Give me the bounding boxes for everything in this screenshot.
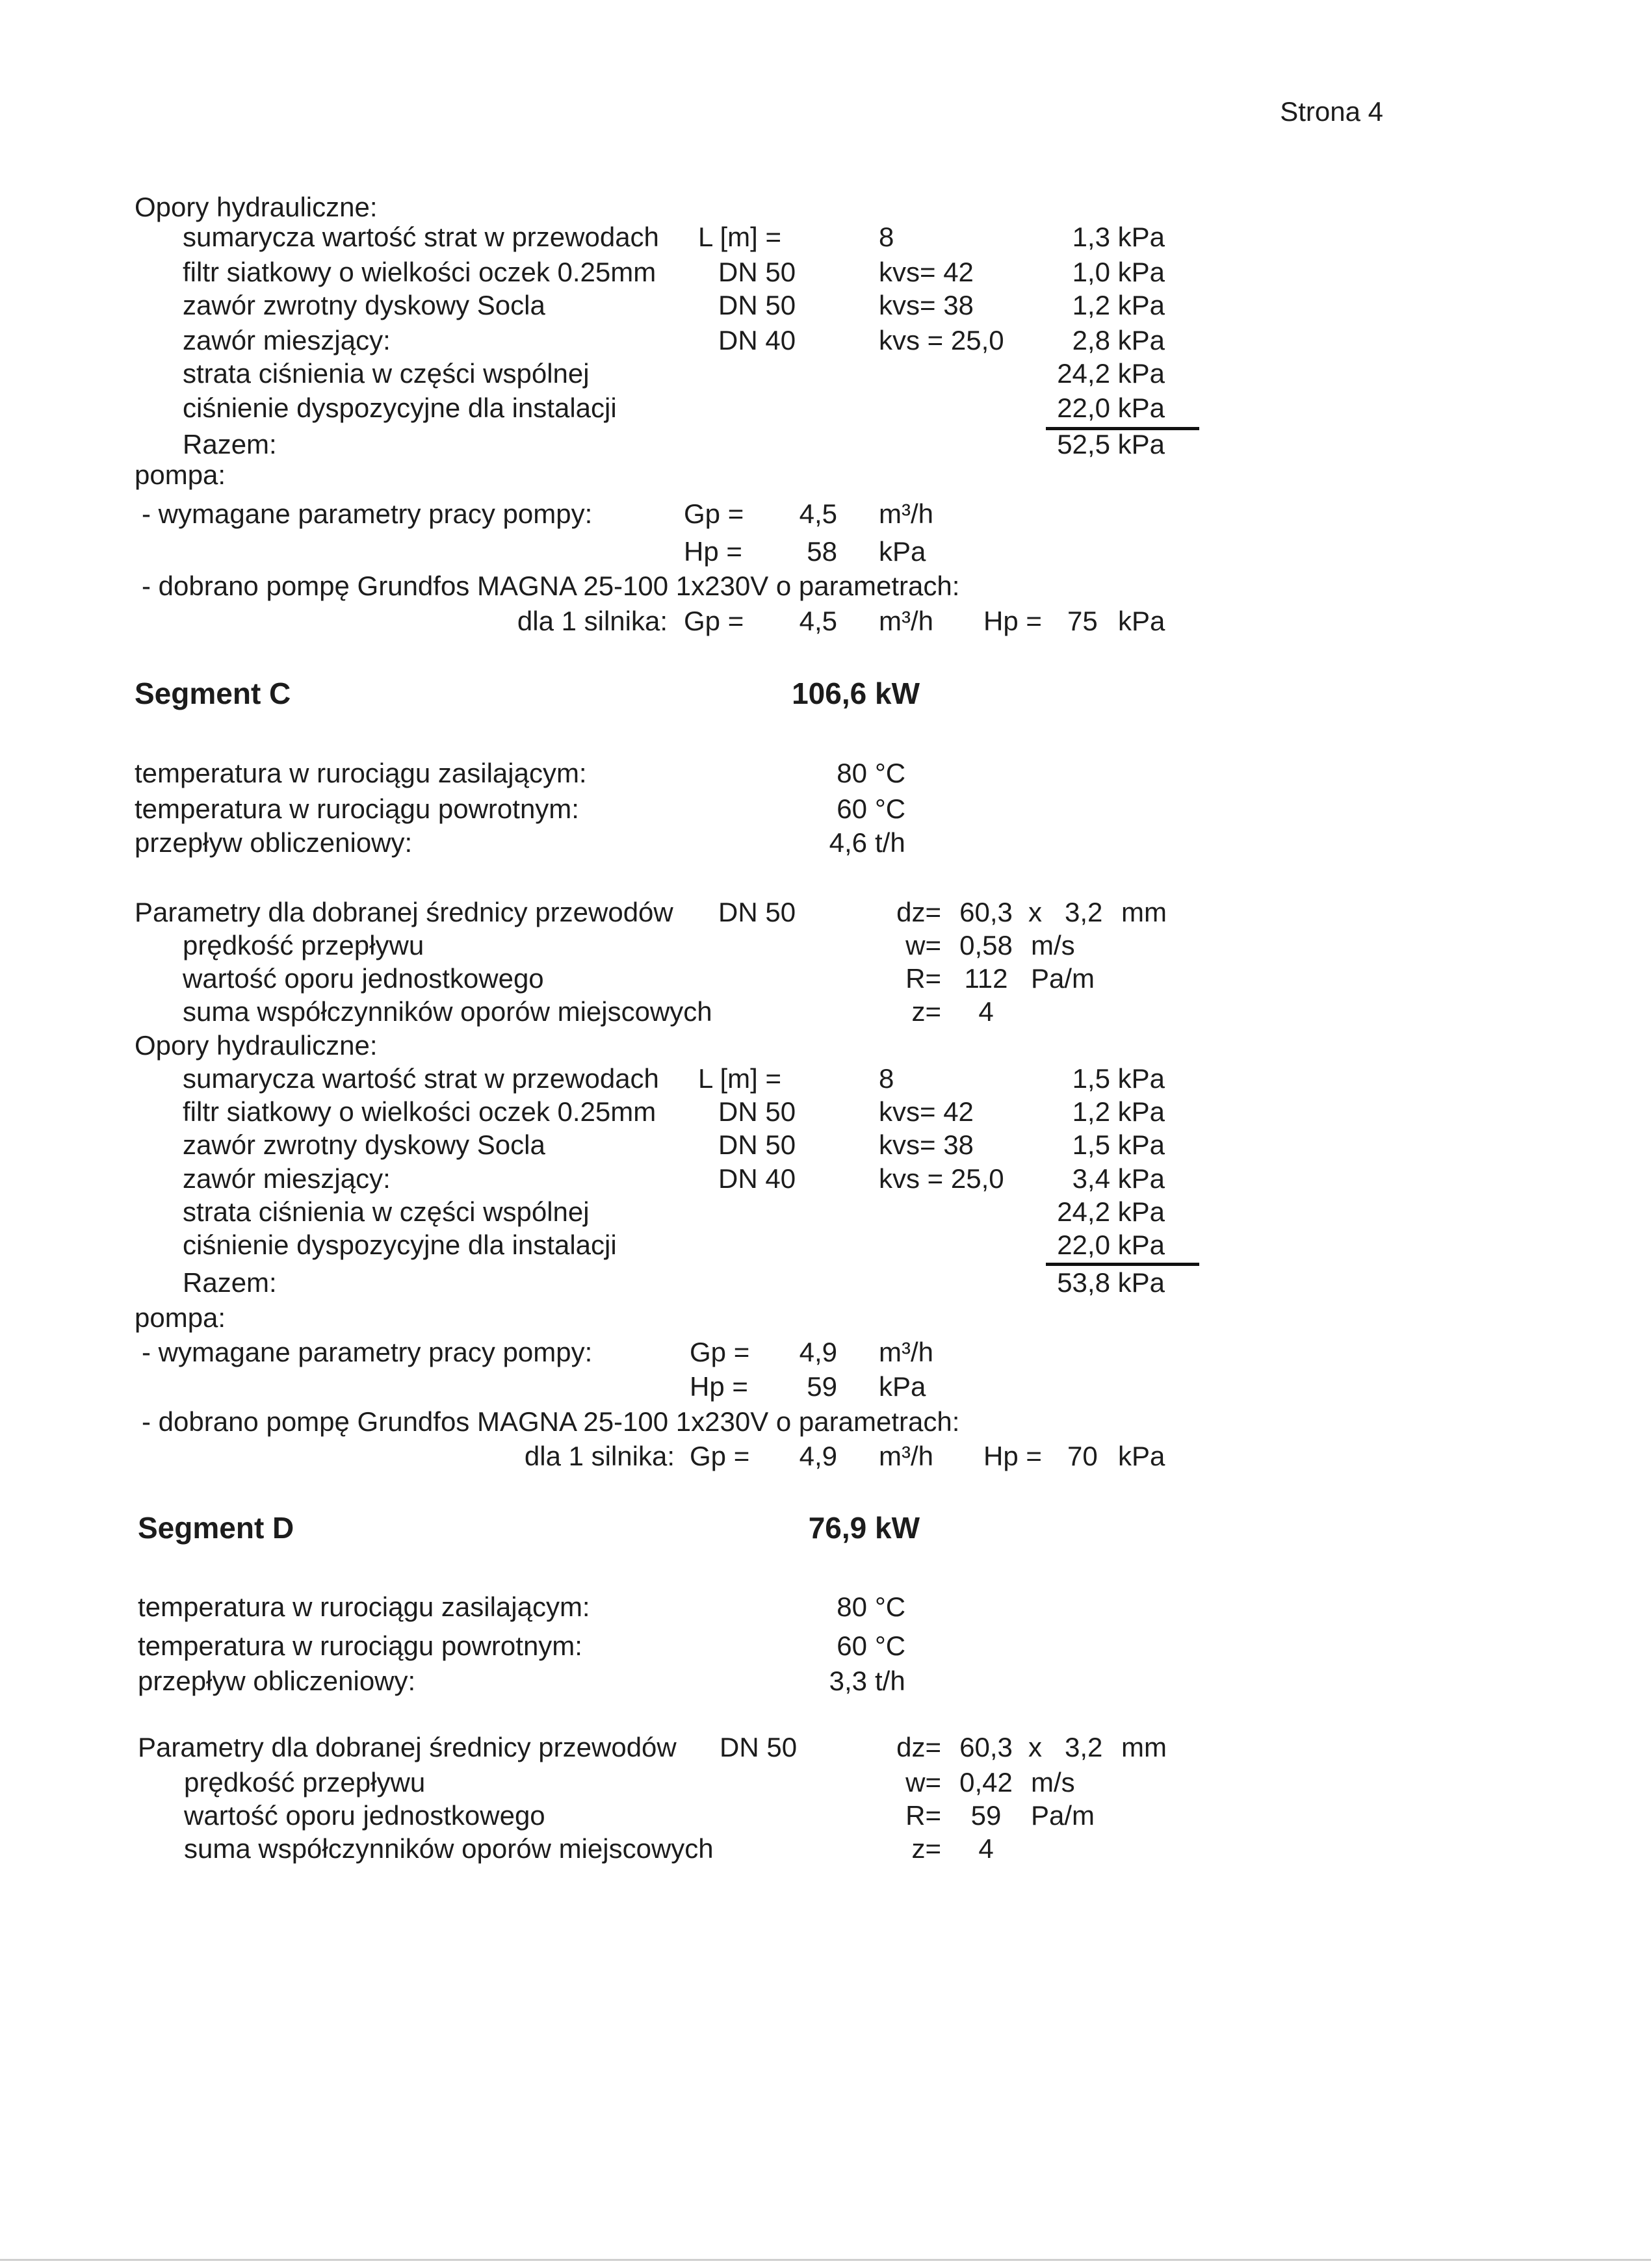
dz-unit: mm — [1121, 897, 1167, 927]
supply-temp-row — [0, 758, 1651, 789]
motor-hp-unit: kPa — [1118, 606, 1165, 636]
gp-value: 4,5 — [799, 498, 837, 529]
row-value: 2,8 kPa — [1072, 325, 1165, 355]
row-value: 1,2 kPa — [1072, 1096, 1165, 1127]
pump-motor-row — [0, 1441, 1651, 1472]
row-label: zawór mieszjący: — [183, 325, 391, 355]
row-value: 1,5 kPa — [1072, 1063, 1165, 1094]
r-label: R= — [905, 963, 941, 994]
hydraulic-row — [0, 1196, 1651, 1228]
segment-title: Segment C — [135, 677, 291, 710]
r-label: R= — [905, 1800, 941, 1831]
gp-label: Gp = — [684, 498, 744, 529]
row-value: 24,2 kPa — [1057, 358, 1165, 389]
pipe-local-losses-row — [0, 996, 1651, 1027]
z-label: z= — [911, 1833, 941, 1864]
resistance-label: wartość oporu jednostkowego — [183, 963, 544, 994]
wall-thickness: 3,2 — [1065, 1732, 1103, 1762]
hydraulic-row — [0, 358, 1651, 389]
row-value: 22,0 kPa — [1057, 393, 1165, 423]
row-value: 22,0 kPa — [1057, 1230, 1165, 1260]
pump-heading-row — [0, 459, 1651, 491]
wall-thickness: 3,2 — [1065, 897, 1103, 927]
w-value: 0,42 — [959, 1767, 1013, 1798]
total-label: Razem: — [183, 429, 277, 459]
r-value: 59 — [970, 1800, 1002, 1831]
return-temp-unit: °C — [875, 793, 906, 824]
pipe-params-row — [0, 1732, 1651, 1763]
pipe-speed-row — [0, 930, 1651, 961]
design-flow-unit: t/h — [875, 1666, 905, 1696]
row-param: kvs= 42 — [879, 1096, 974, 1127]
motor-gp-label: Gp = — [684, 606, 744, 636]
pump-required-label: - wymagane parametry pracy pompy: — [142, 498, 593, 529]
speed-label: prędkość przepływu — [183, 930, 424, 960]
hp-unit: kPa — [879, 1371, 926, 1402]
motor-gp-value: 4,9 — [799, 1441, 837, 1471]
motor-hp-unit: kPa — [1118, 1441, 1165, 1471]
pipe-params-label: Parametry dla dobranej średnicy przewodów — [138, 1732, 677, 1762]
hydraulic-row — [0, 257, 1651, 288]
hydraulic-row — [0, 222, 1651, 253]
supply-temp-label: temperatura w rurociągu zasilającym: — [135, 758, 587, 788]
pump-selected-row — [0, 1406, 1651, 1437]
pump-required-row — [0, 498, 1651, 530]
row-label: sumarycza wartość strat w przewodach — [183, 222, 659, 252]
dz-label: dz= — [896, 1732, 941, 1762]
row-label: zawór zwrotny dyskowy Socla — [183, 1129, 545, 1160]
row-label: sumarycza wartość strat w przewodach — [183, 1063, 659, 1094]
w-label: w= — [905, 1767, 941, 1798]
pump-head-row — [0, 536, 1651, 567]
w-label: w= — [905, 930, 941, 960]
supply-temp-label: temperatura w rurociągu zasilającym: — [138, 1591, 590, 1622]
supply-temp-value: 80 — [837, 1591, 867, 1622]
segment-heading-row — [0, 1512, 1651, 1543]
motor-gp-value: 4,5 — [799, 606, 837, 636]
r-unit: Pa/m — [1031, 1800, 1095, 1831]
dz-times: x — [1028, 1732, 1042, 1762]
w-unit: m/s — [1031, 930, 1075, 960]
row-spec: L [m] = — [698, 222, 781, 252]
return-temp-value: 60 — [837, 1630, 867, 1661]
gp-label: Gp = — [690, 1337, 750, 1367]
motor-hp-label: Hp = — [983, 606, 1042, 636]
local-losses-label: suma współczynników oporów miejscowych — [183, 996, 712, 1027]
hp-label: Hp = — [690, 1371, 748, 1402]
row-spec: DN 40 — [718, 325, 796, 355]
segment-title: Segment D — [138, 1511, 294, 1545]
row-label: zawór mieszjący: — [183, 1163, 391, 1194]
row-label: filtr siatkowy o wielkości oczek 0.25mm — [183, 257, 656, 287]
sum-rule — [1046, 1263, 1199, 1266]
hydraulic-row — [0, 290, 1651, 321]
row-param: 8 — [879, 222, 894, 252]
hydraulics-heading-row — [0, 192, 1651, 223]
design-flow-label: przepływ obliczeniowy: — [135, 827, 413, 858]
pump-head-row — [0, 1371, 1651, 1402]
row-label: filtr siatkowy o wielkości oczek 0.25mm — [183, 1096, 656, 1127]
pipe-dn: DN 50 — [718, 897, 796, 927]
design-flow-unit: t/h — [875, 827, 905, 858]
row-value: 1,2 kPa — [1072, 290, 1165, 320]
scan-border-line — [0, 2259, 1651, 2261]
segment-power: 76,9 kW — [808, 1511, 920, 1545]
return-temp-row — [0, 793, 1651, 825]
return-temp-value: 60 — [837, 793, 867, 824]
dz-unit: mm — [1121, 1732, 1167, 1762]
hp-label: Hp = — [684, 536, 742, 567]
pump-motor-row — [0, 606, 1651, 637]
row-param: kvs= 38 — [879, 1129, 974, 1160]
z-value: 4 — [978, 996, 994, 1027]
hydraulic-row — [0, 1096, 1651, 1128]
pump-heading: pompa: — [135, 1302, 226, 1333]
row-label: zawór zwrotny dyskowy Socla — [183, 290, 545, 320]
hydraulic-row — [0, 325, 1651, 356]
row-spec: DN 40 — [718, 1163, 796, 1194]
return-temp-unit: °C — [875, 1630, 906, 1661]
design-flow-value: 3,3 — [829, 1666, 867, 1696]
pipe-resistance-row — [0, 963, 1651, 994]
z-label: z= — [911, 996, 941, 1027]
row-spec: DN 50 — [718, 1129, 796, 1160]
pump-selected-label: - dobrano pompę Grundfos MAGNA 25-100 1x230V o parametrach: — [142, 571, 960, 601]
gp-unit: m³/h — [879, 498, 933, 529]
row-spec: DN 50 — [718, 290, 796, 320]
row-value: 3,4 kPa — [1072, 1163, 1165, 1194]
hydraulic-row — [0, 393, 1651, 424]
hp-value: 59 — [807, 1371, 837, 1402]
row-value: 1,0 kPa — [1072, 257, 1165, 287]
hydraulics-heading: Opory hydrauliczne: — [135, 192, 378, 222]
supply-temp-row — [0, 1591, 1651, 1623]
row-label: strata ciśnienia w części wspólnej — [183, 358, 590, 389]
row-value: 24,2 kPa — [1057, 1196, 1165, 1227]
total-value: 52,5 kPa — [1057, 429, 1165, 459]
row-param: 8 — [879, 1063, 894, 1094]
supply-temp-unit: °C — [875, 1591, 906, 1622]
return-temp-row — [0, 1630, 1651, 1662]
hydraulics-total-row — [0, 429, 1651, 460]
r-unit: Pa/m — [1031, 963, 1095, 994]
total-value: 53,8 kPa — [1057, 1267, 1165, 1298]
pump-required-label: - wymagane parametry pracy pompy: — [142, 1337, 593, 1367]
pump-heading: pompa: — [135, 459, 226, 490]
hydraulic-row — [0, 1230, 1651, 1261]
z-value: 4 — [978, 1833, 994, 1864]
page-number: Strona 4 — [1280, 96, 1383, 127]
row-param: kvs = 25,0 — [879, 325, 1004, 355]
total-label: Razem: — [183, 1267, 277, 1298]
speed-label: prędkość przepływu — [184, 1767, 426, 1798]
pipe-speed-row — [0, 1767, 1651, 1798]
w-value: 0,58 — [959, 930, 1013, 960]
w-unit: m/s — [1031, 1767, 1075, 1798]
dz-value: 60,3 — [959, 1732, 1013, 1762]
gp-value: 4,9 — [799, 1337, 837, 1367]
design-flow-row — [0, 1666, 1651, 1697]
row-value: 1,5 kPa — [1072, 1129, 1165, 1160]
row-value: 1,3 kPa — [1072, 222, 1165, 252]
row-label: strata ciśnienia w części wspólnej — [183, 1196, 590, 1227]
row-spec: L [m] = — [698, 1063, 781, 1094]
motor-gp-unit: m³/h — [879, 606, 933, 636]
row-param: kvs= 42 — [879, 257, 974, 287]
dz-label: dz= — [896, 897, 941, 927]
hydraulics-heading-row — [0, 1030, 1651, 1061]
resistance-label: wartość oporu jednostkowego — [184, 1800, 545, 1831]
motor-label: dla 1 silnika: — [524, 1441, 675, 1471]
supply-temp-unit: °C — [875, 758, 906, 788]
motor-hp-value: 75 — [1067, 606, 1098, 636]
hp-unit: kPa — [879, 536, 926, 567]
hydraulic-row — [0, 1063, 1651, 1094]
pump-selected-label: - dobrano pompę Grundfos MAGNA 25-100 1x230V o parametrach: — [142, 1406, 960, 1437]
row-label: ciśnienie dyspozycyjne dla instalacji — [183, 1230, 617, 1260]
design-flow-value: 4,6 — [829, 827, 867, 858]
supply-temp-value: 80 — [837, 758, 867, 788]
row-param: kvs = 25,0 — [879, 1163, 1004, 1194]
pipe-dn: DN 50 — [720, 1732, 798, 1762]
pump-selected-row — [0, 571, 1651, 602]
pump-heading-row — [0, 1302, 1651, 1334]
local-losses-label: suma współczynników oporów miejscowych — [184, 1833, 714, 1864]
design-flow-row — [0, 827, 1651, 858]
hydraulics-heading: Opory hydrauliczne: — [135, 1030, 378, 1061]
dz-times: x — [1028, 897, 1042, 927]
hydraulic-row — [0, 1129, 1651, 1161]
r-value: 112 — [964, 963, 1008, 994]
row-spec: DN 50 — [718, 257, 796, 287]
pipe-params-label: Parametry dla dobranej średnicy przewodów — [135, 897, 673, 927]
pump-required-row — [0, 1337, 1651, 1368]
segment-power: 106,6 kW — [792, 677, 920, 710]
design-flow-label: przepływ obliczeniowy: — [138, 1666, 416, 1696]
return-temp-label: temperatura w rurociągu powrotnym: — [135, 793, 579, 824]
segment-heading-row — [0, 678, 1651, 709]
hp-value: 58 — [807, 536, 837, 567]
row-param: kvs= 38 — [879, 290, 974, 320]
hydraulics-total-row — [0, 1267, 1651, 1298]
pipe-resistance-row — [0, 1800, 1651, 1831]
motor-hp-label: Hp = — [983, 1441, 1042, 1471]
row-spec: DN 50 — [718, 1096, 796, 1127]
pipe-params-row — [0, 897, 1651, 928]
row-label: ciśnienie dyspozycyjne dla instalacji — [183, 393, 617, 423]
motor-gp-unit: m³/h — [879, 1441, 933, 1471]
hydraulic-row — [0, 1163, 1651, 1194]
motor-label: dla 1 silnika: — [517, 606, 668, 636]
pipe-local-losses-row — [0, 1833, 1651, 1864]
motor-hp-value: 70 — [1067, 1441, 1098, 1471]
dz-value: 60,3 — [959, 897, 1013, 927]
gp-unit: m³/h — [879, 1337, 933, 1367]
return-temp-label: temperatura w rurociągu powrotnym: — [138, 1630, 582, 1661]
motor-gp-label: Gp = — [690, 1441, 750, 1471]
